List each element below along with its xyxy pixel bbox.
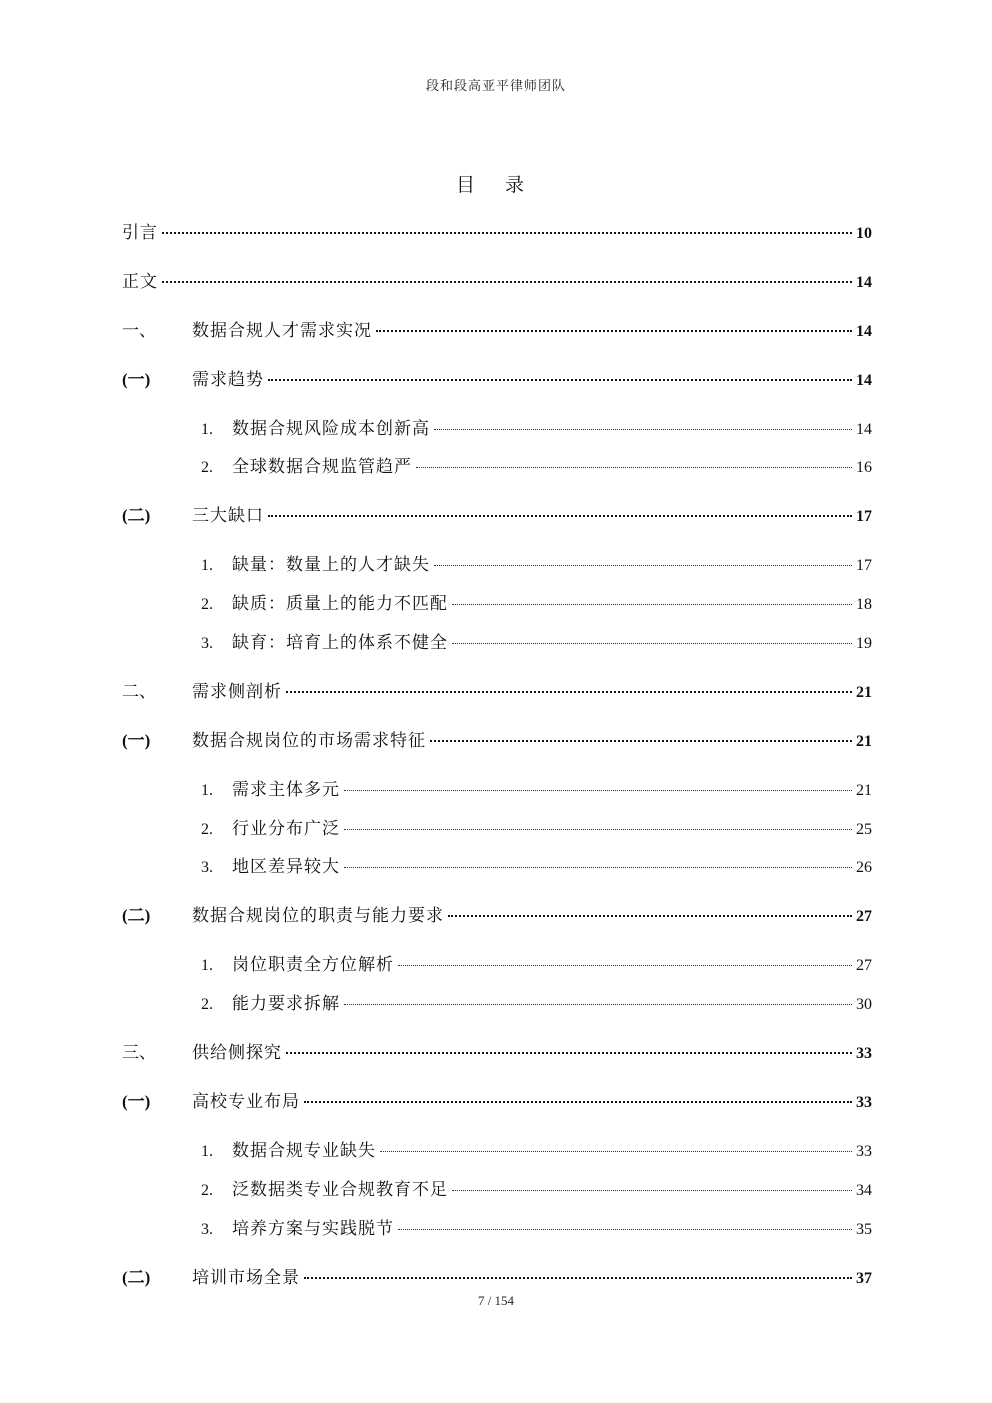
- toc-entry-label: 数据合规专业缺失: [232, 1141, 376, 1161]
- toc-entry-number: 1.: [201, 782, 213, 799]
- dot-leader: [452, 643, 852, 644]
- dot-leader: [416, 467, 852, 468]
- toc-entry[interactable]: [0, 1263, 992, 1287]
- toc-entry-label: 全球数据合规监管趋严: [232, 457, 412, 477]
- toc-entry-number: (二): [122, 506, 151, 525]
- toc-entry-page: 14: [856, 372, 872, 389]
- toc-entry-label: 地区差异较大: [232, 857, 340, 877]
- dot-leader: [434, 565, 852, 566]
- toc-entry-number: 三、: [122, 1043, 156, 1063]
- toc-entry[interactable]: [0, 814, 992, 838]
- dot-leader: [344, 790, 852, 791]
- dot-leader: [376, 330, 852, 332]
- toc-entry-number: 1.: [201, 957, 213, 974]
- dot-leader: [430, 740, 852, 742]
- toc-entry-page: 17: [856, 557, 872, 574]
- toc-entry-page: 30: [856, 996, 872, 1013]
- toc-entry-page: 14: [856, 323, 872, 340]
- toc-entry-page: 14: [856, 274, 872, 291]
- toc-entry-number: 一、: [122, 321, 156, 341]
- toc-entry-label: 泛数据类专业合规教育不足: [232, 1180, 448, 1200]
- toc-entry[interactable]: [0, 1214, 992, 1238]
- toc-entry-label: 培养方案与实践脱节: [232, 1219, 394, 1239]
- dot-leader: [398, 965, 852, 966]
- dot-leader: [344, 829, 852, 830]
- toc-entry-page: 10: [856, 225, 872, 242]
- dot-leader: [268, 379, 852, 381]
- dot-leader: [398, 1229, 852, 1230]
- toc-entry-number: 二、: [122, 682, 156, 702]
- toc-entry[interactable]: [0, 1136, 992, 1160]
- toc-entry-label: 高校专业布局: [192, 1092, 300, 1112]
- toc-entry-label: 数据合规岗位的市场需求特征: [192, 731, 426, 751]
- toc-entry-page: 16: [856, 459, 872, 476]
- toc-entry[interactable]: [0, 775, 992, 799]
- page-indicator: 7 / 154: [477, 1293, 515, 1308]
- toc-entry-page: 26: [856, 859, 872, 876]
- toc-entry-label: 供给侧探究: [192, 1043, 282, 1063]
- toc-entry-number: 2.: [201, 459, 213, 476]
- dot-leader: [452, 1190, 852, 1191]
- toc-entry-label: 缺量：数量上的人才缺失: [232, 555, 430, 575]
- toc-entry[interactable]: [0, 501, 992, 525]
- dot-leader: [162, 281, 852, 283]
- dot-leader: [380, 1151, 852, 1152]
- toc-entry-page: 33: [856, 1094, 872, 1111]
- dot-leader: [304, 1101, 852, 1103]
- toc-entry[interactable]: [0, 550, 992, 574]
- toc-entry[interactable]: [0, 589, 992, 613]
- toc-entry-page: 34: [856, 1182, 872, 1199]
- toc-entry-page: 35: [856, 1221, 872, 1238]
- dot-leader: [286, 691, 852, 693]
- toc-entry[interactable]: [0, 901, 992, 925]
- toc-entry-page: 21: [856, 782, 872, 799]
- toc-entry[interactable]: [0, 218, 992, 242]
- toc-entry-number: 3.: [201, 635, 213, 652]
- toc-entry-number: 2.: [201, 1182, 213, 1199]
- dot-leader: [448, 915, 852, 917]
- toc-entry-number: 2.: [201, 996, 213, 1013]
- toc-entry[interactable]: [0, 452, 992, 476]
- toc-title: 目 录: [455, 174, 537, 196]
- toc-entry-number: 3.: [201, 859, 213, 876]
- toc-entry-number: (二): [122, 1268, 151, 1287]
- toc-entry-number: (一): [122, 731, 151, 750]
- toc-entry-label: 数据合规岗位的职责与能力要求: [192, 906, 444, 926]
- toc-entry[interactable]: [0, 852, 992, 876]
- toc-entry-label: 缺育：培育上的体系不健全: [232, 633, 448, 653]
- toc-entry-label: 引言: [122, 223, 158, 243]
- toc-entry-page: 18: [856, 596, 872, 613]
- toc-entry-number: 3.: [201, 1221, 213, 1238]
- dot-leader: [162, 232, 852, 234]
- toc-entry-page: 21: [856, 733, 872, 750]
- running-header: 段和段高亚平律师团队: [425, 79, 566, 94]
- toc-entry-page: 25: [856, 821, 872, 838]
- toc-entry-page: 21: [856, 684, 872, 701]
- toc-entry-number: (一): [122, 370, 151, 389]
- toc-entry-page: 19: [856, 635, 872, 652]
- toc-entry[interactable]: [0, 726, 992, 750]
- toc-entry-number: 1.: [201, 1143, 213, 1160]
- toc-entry-number: 1.: [201, 557, 213, 574]
- toc-entry-label: 正文: [122, 272, 158, 292]
- toc-entry[interactable]: [0, 989, 992, 1013]
- toc-entry[interactable]: [0, 950, 992, 974]
- toc-entry-number: (二): [122, 906, 151, 925]
- toc-entry[interactable]: [0, 677, 992, 701]
- dot-leader: [268, 515, 852, 517]
- toc-entry-page: 17: [856, 508, 872, 525]
- toc-entry-label: 数据合规人才需求实况: [192, 321, 372, 341]
- toc-entry-page: 37: [856, 1270, 872, 1287]
- dot-leader: [286, 1052, 852, 1054]
- toc-entry-page: 33: [856, 1143, 872, 1160]
- toc-entry-number: 2.: [201, 821, 213, 838]
- toc-entry-page: 14: [856, 421, 872, 438]
- toc-entry-number: 2.: [201, 596, 213, 613]
- dot-leader: [344, 867, 852, 868]
- toc-entry[interactable]: [0, 628, 992, 652]
- toc-entry[interactable]: [0, 365, 992, 389]
- dot-leader: [344, 1004, 852, 1005]
- toc-entry-number: (一): [122, 1092, 151, 1111]
- toc-entry[interactable]: [0, 316, 992, 340]
- toc-entry-label: 三大缺口: [192, 506, 264, 526]
- toc-entry-label: 岗位职责全方位解析: [232, 955, 394, 975]
- dot-leader: [304, 1277, 852, 1279]
- toc-entry-label: 需求趋势: [192, 370, 264, 390]
- toc-entry-number: 1.: [201, 421, 213, 438]
- toc-entry-label: 缺质：质量上的能力不匹配: [232, 594, 448, 614]
- toc-entry[interactable]: [0, 1087, 992, 1111]
- toc-entry-label: 数据合规风险成本创新高: [232, 419, 430, 439]
- toc-entry[interactable]: [0, 414, 992, 438]
- toc-entry-label: 需求侧剖析: [192, 682, 282, 702]
- toc-entry-label: 能力要求拆解: [232, 994, 340, 1014]
- dot-leader: [434, 429, 852, 430]
- toc-entry-page: 27: [856, 908, 872, 925]
- toc-entry[interactable]: [0, 267, 992, 291]
- dot-leader: [452, 604, 852, 605]
- toc-entry-label: 行业分布广泛: [232, 819, 340, 839]
- toc-entry-label: 培训市场全景: [192, 1268, 300, 1288]
- toc-entry-page: 27: [856, 957, 872, 974]
- toc-entry-page: 33: [856, 1045, 872, 1062]
- toc-entry[interactable]: [0, 1038, 992, 1062]
- toc-entry-label: 需求主体多元: [232, 780, 340, 800]
- toc-entry[interactable]: [0, 1175, 992, 1199]
